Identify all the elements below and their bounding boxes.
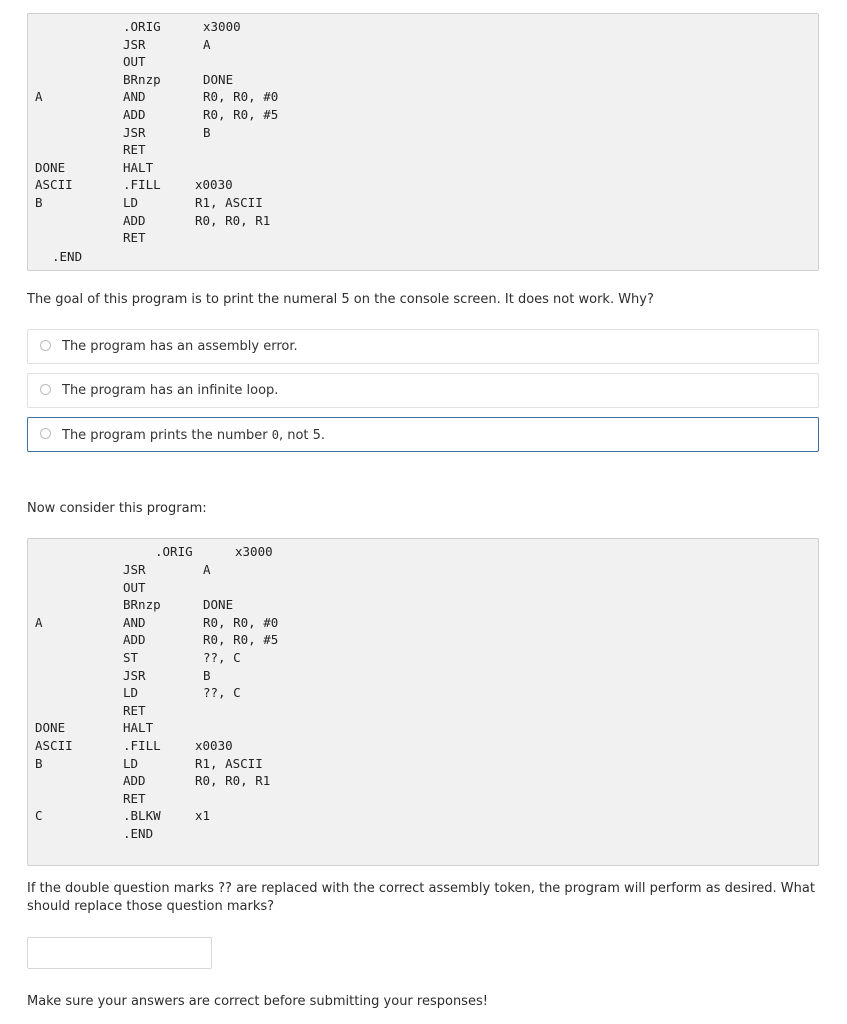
- option-label: The program has an infinite loop.: [62, 383, 279, 398]
- code-line: ASCII .FILL x0030: [35, 738, 233, 753]
- program1-end: .END: [52, 249, 83, 264]
- option-label: The program has an assembly error.: [62, 339, 298, 354]
- option-label: The program prints the number 0, not 5.: [62, 428, 326, 443]
- program1-code-block: [27, 13, 819, 271]
- code-line: A AND R0, R0, #0: [35, 614, 279, 630]
- code-line: B LD R1, ASCII: [35, 755, 263, 771]
- option-infinite-loop[interactable]: [27, 373, 819, 408]
- radio-icon[interactable]: [40, 428, 51, 439]
- code-line: C .BLKW x1: [35, 808, 211, 824]
- code-line: ADD R0, R0, #5: [123, 632, 279, 648]
- code-line: JSR A: [123, 562, 211, 577]
- code-line: ASCII .FILL x0030: [35, 177, 233, 193]
- program2-code-block: [27, 538, 819, 866]
- code-line: ADD R0, R0, #5: [123, 107, 279, 122]
- code-line: LD ??, C: [123, 685, 241, 701]
- code-line: OUT: [123, 579, 146, 595]
- code-line: .END: [123, 826, 154, 841]
- program2-orig-line: .ORIG x3000: [155, 544, 273, 559]
- radio-icon[interactable]: [40, 340, 51, 351]
- code-line: BRnzp DONE: [123, 71, 234, 87]
- code-line: OUT: [123, 54, 146, 70]
- question2-prompt: If the double question marks ?? are replaced with the correct assembly token, the program will perform as desired. What should replace those question marks?: [27, 881, 815, 914]
- code-line: ADD R0, R0, R1: [123, 212, 271, 228]
- radio-icon[interactable]: [40, 384, 51, 395]
- code-line: RET: [123, 790, 146, 806]
- answer-input[interactable]: [27, 937, 212, 969]
- code-line: RET: [123, 702, 146, 718]
- code-line: B LD R1, ASCII: [35, 195, 263, 210]
- code-line: DONE HALT: [35, 720, 154, 736]
- code-line: RET: [123, 142, 146, 158]
- option-prints-zero[interactable]: [27, 417, 819, 452]
- code-line: JSR A: [123, 36, 211, 52]
- code-line: JSR B: [123, 667, 211, 683]
- program2-intro: Now consider this program:: [27, 501, 207, 516]
- option-assembly-error[interactable]: [27, 329, 819, 364]
- code-line: .ORIG x3000: [123, 19, 241, 34]
- code-line: ST ??, C: [123, 650, 241, 665]
- code-line: ADD R0, R0, R1: [123, 773, 271, 789]
- code-line: BRnzp DONE: [123, 597, 234, 613]
- question1-prompt: The goal of this program is to print the numeral 5 on the console screen. It does not work. Why?: [27, 292, 654, 307]
- code-line: A AND R0, R0, #0: [35, 89, 279, 105]
- code-line: RET: [123, 230, 146, 246]
- footer-note: Make sure your answers are correct before submitting your responses!: [27, 994, 488, 1009]
- code-line: DONE HALT: [35, 159, 154, 175]
- code-line: JSR B: [123, 124, 211, 140]
